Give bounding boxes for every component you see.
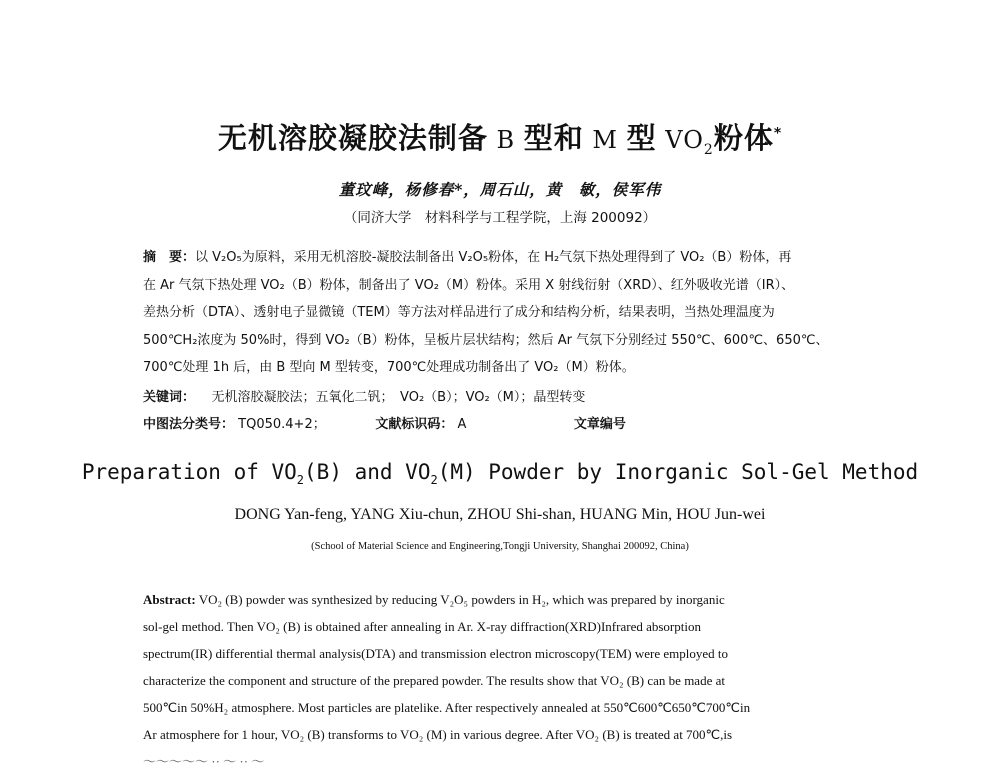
english-abstract-line-2: sol-gel method. Then VO₂ (B) is obtained after annealing in Ar. X-ray diffraction(XRD)Infrared absorption bbox=[143, 619, 701, 634]
english-abstract-line-6: Ar atmosphere for 1 hour, VO₂ (B) transforms to VO₂ (M) in various degree. After VO₂ (B) is treated at 700℃,is bbox=[143, 727, 733, 742]
english-abstract-line-5: 500℃in 50%H₂ atmosphere. Most particles are platelike. After respectively annealed at 550℃600℃650℃700℃in bbox=[143, 700, 751, 715]
chinese-title: 无机溶胶凝胶法制备 B 型和 M 型 $VO_2$粉体* bbox=[217, 121, 783, 158]
chinese-abstract-line-2: 在 Ar 气氛下热处理 VO₂（B）粉体，制备出了 VO₂（M）粉体。采用 X 射线衍射（XRD）、红外吸收光谱（IR）、 bbox=[143, 277, 795, 293]
chinese-abstract-line-4: 500℃H₂浓度为 50%时，得到 VO₂（B）粉体，呈板片层状结构；然后 Ar 气氛下分别经过 550℃、600℃、650℃、 bbox=[143, 332, 829, 348]
english-affiliation: (School of Material Science and Engineering,Tongji University, Shanghai 200092, China) bbox=[311, 541, 689, 552]
classification-row: 中图法分类号： TQ050.4+2； 文献标识码： A 文章编号 bbox=[143, 417, 626, 432]
chinese-authors: 董玟峰，杨修春*，周石山，黄 敏，侯军伟 bbox=[338, 180, 662, 199]
english-abstract-cut-line: ～～～～～ ·· ～ ·· ～ bbox=[143, 754, 265, 769]
chinese-affiliation: （同济大学 材料科学与工程学院，上海 200092） bbox=[343, 210, 657, 226]
english-abstract-line-3: spectrum(IR) differential thermal analysis(DTA) and transmission electron microscopy(TEM) were employed to bbox=[143, 646, 728, 661]
english-abstract-line-1: Abstract: VO₂ (B) powder was synthesized by reducing V₂O₅ powders in H₂, which was prepared by inorganic bbox=[143, 592, 725, 607]
chinese-abstract-line-5: 700℃处理 1h 后，由 B 型向 M 型转变，700℃处理成功制备出了 VO₂（M）粉体。 bbox=[143, 360, 635, 375]
chinese-abstract-line-1: 摘 要：以 V₂O₅为原料，采用无机溶胶-凝胶法制备出 V₂O₅粉体，在 H₂气氛下热处理得到了 VO₂（B）粉体，再 bbox=[143, 250, 792, 265]
english-title: Preparation of $VO_2(B)$ and $VO_2(M)$ Powder by Inorganic Sol-Gel Method bbox=[81, 460, 919, 488]
english-abstract bbox=[143, 586, 859, 775]
chinese-abstract bbox=[143, 244, 863, 382]
english-abstract-line-4: characterize the component and structure of the prepared powder. The results show that VO₂ (B) can be made at bbox=[143, 673, 725, 688]
english-authors: DONG Yan-feng, YANG Xiu-chun, ZHOU Shi-shan, HUANG Min, HOU Jun-wei bbox=[234, 506, 766, 523]
chinese-abstract-line-3: 差热分析（DTA）、透射电子显微镜（TEM）等方法对样品进行了成分和结构分析，结果表明，当热处理温度为 bbox=[143, 305, 775, 320]
chinese-keywords: 关键词： 无机溶胶凝胶法；五氧化二钒； VO₂（B）；VO₂（M）；晶型转变 bbox=[143, 390, 586, 405]
